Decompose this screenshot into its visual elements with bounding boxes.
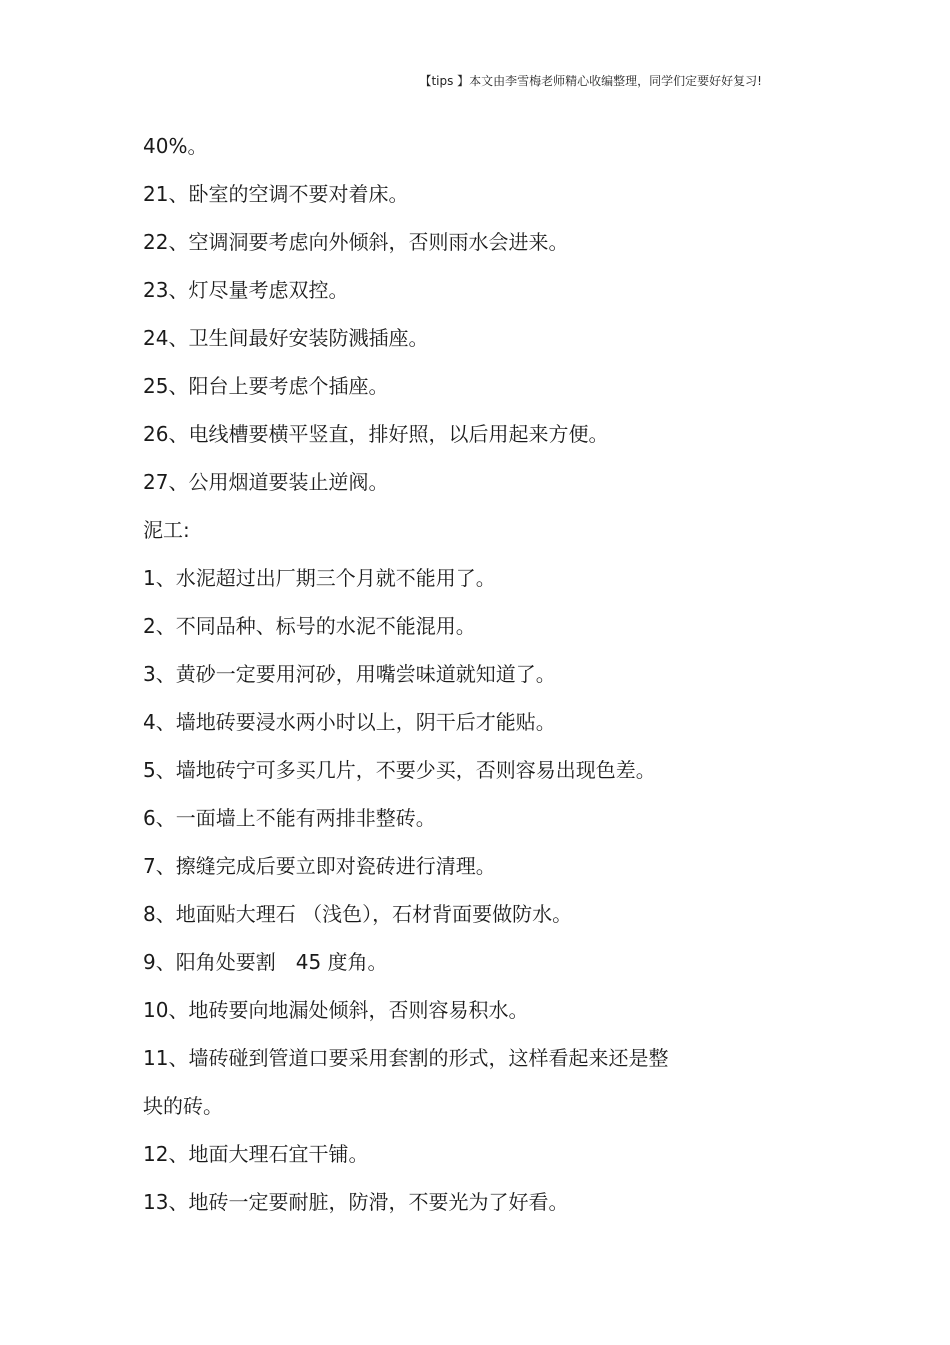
- text-line: 24、卫生间最好安装防溅插座。: [143, 326, 429, 350]
- text-line: 12、地面大理石宜干铺。: [143, 1142, 369, 1166]
- text-line: 22、空调洞要考虑向外倾斜，否则雨水会进来。: [143, 230, 569, 254]
- text-line: 23、灯尽量考虑双控。: [143, 278, 349, 302]
- section-heading: 泥工:: [143, 518, 190, 542]
- text-line: 27、公用烟道要装止逆阀。: [143, 470, 389, 494]
- text-line: 10、地砖要向地漏处倾斜，否则容易积水。: [143, 998, 529, 1022]
- text-line: 块的砖。: [143, 1094, 223, 1118]
- text-line: 2、不同品种、标号的水泥不能混用。: [143, 614, 476, 638]
- text-line: 4、墙地砖要浸水两小时以上，阴干后才能贴。: [143, 710, 556, 734]
- text-line: 8、地面贴大理石 （浅色），石材背面要做防水。: [143, 902, 573, 926]
- text-line: 9、阳角处要割 45 度角。: [143, 950, 388, 974]
- text-line: 1、水泥超过出厂期三个月就不能用了。: [143, 566, 496, 590]
- document-body: [143, 126, 753, 1230]
- text-line: 13、地砖一定要耐脏，防滑，不要光为了好看。: [143, 1190, 569, 1214]
- text-line: 3、黄砂一定要用河砂，用嘴尝味道就知道了。: [143, 662, 556, 686]
- text-line: 5、墙地砖宁可多买几片，不要少买，否则容易出现色差。: [143, 758, 656, 782]
- text-line: 11、墙砖碰到管道口要采用套割的形式，这样看起来还是整: [143, 1046, 669, 1070]
- text-line: 40%。: [143, 134, 208, 158]
- text-line: 21、卧室的空调不要对着床。: [143, 182, 409, 206]
- page-header-tips: 【tips 】本文由李雪梅老师精心收编整理，同学们定要好好复习!: [419, 74, 762, 88]
- text-line: 7、擦缝完成后要立即对瓷砖进行清理。: [143, 854, 496, 878]
- text-line: 6、一面墙上不能有两排非整砖。: [143, 806, 436, 830]
- text-line: 25、阳台上要考虑个插座。: [143, 374, 389, 398]
- text-line: 26、电线槽要横平竖直，排好照，以后用起来方便。: [143, 422, 609, 446]
